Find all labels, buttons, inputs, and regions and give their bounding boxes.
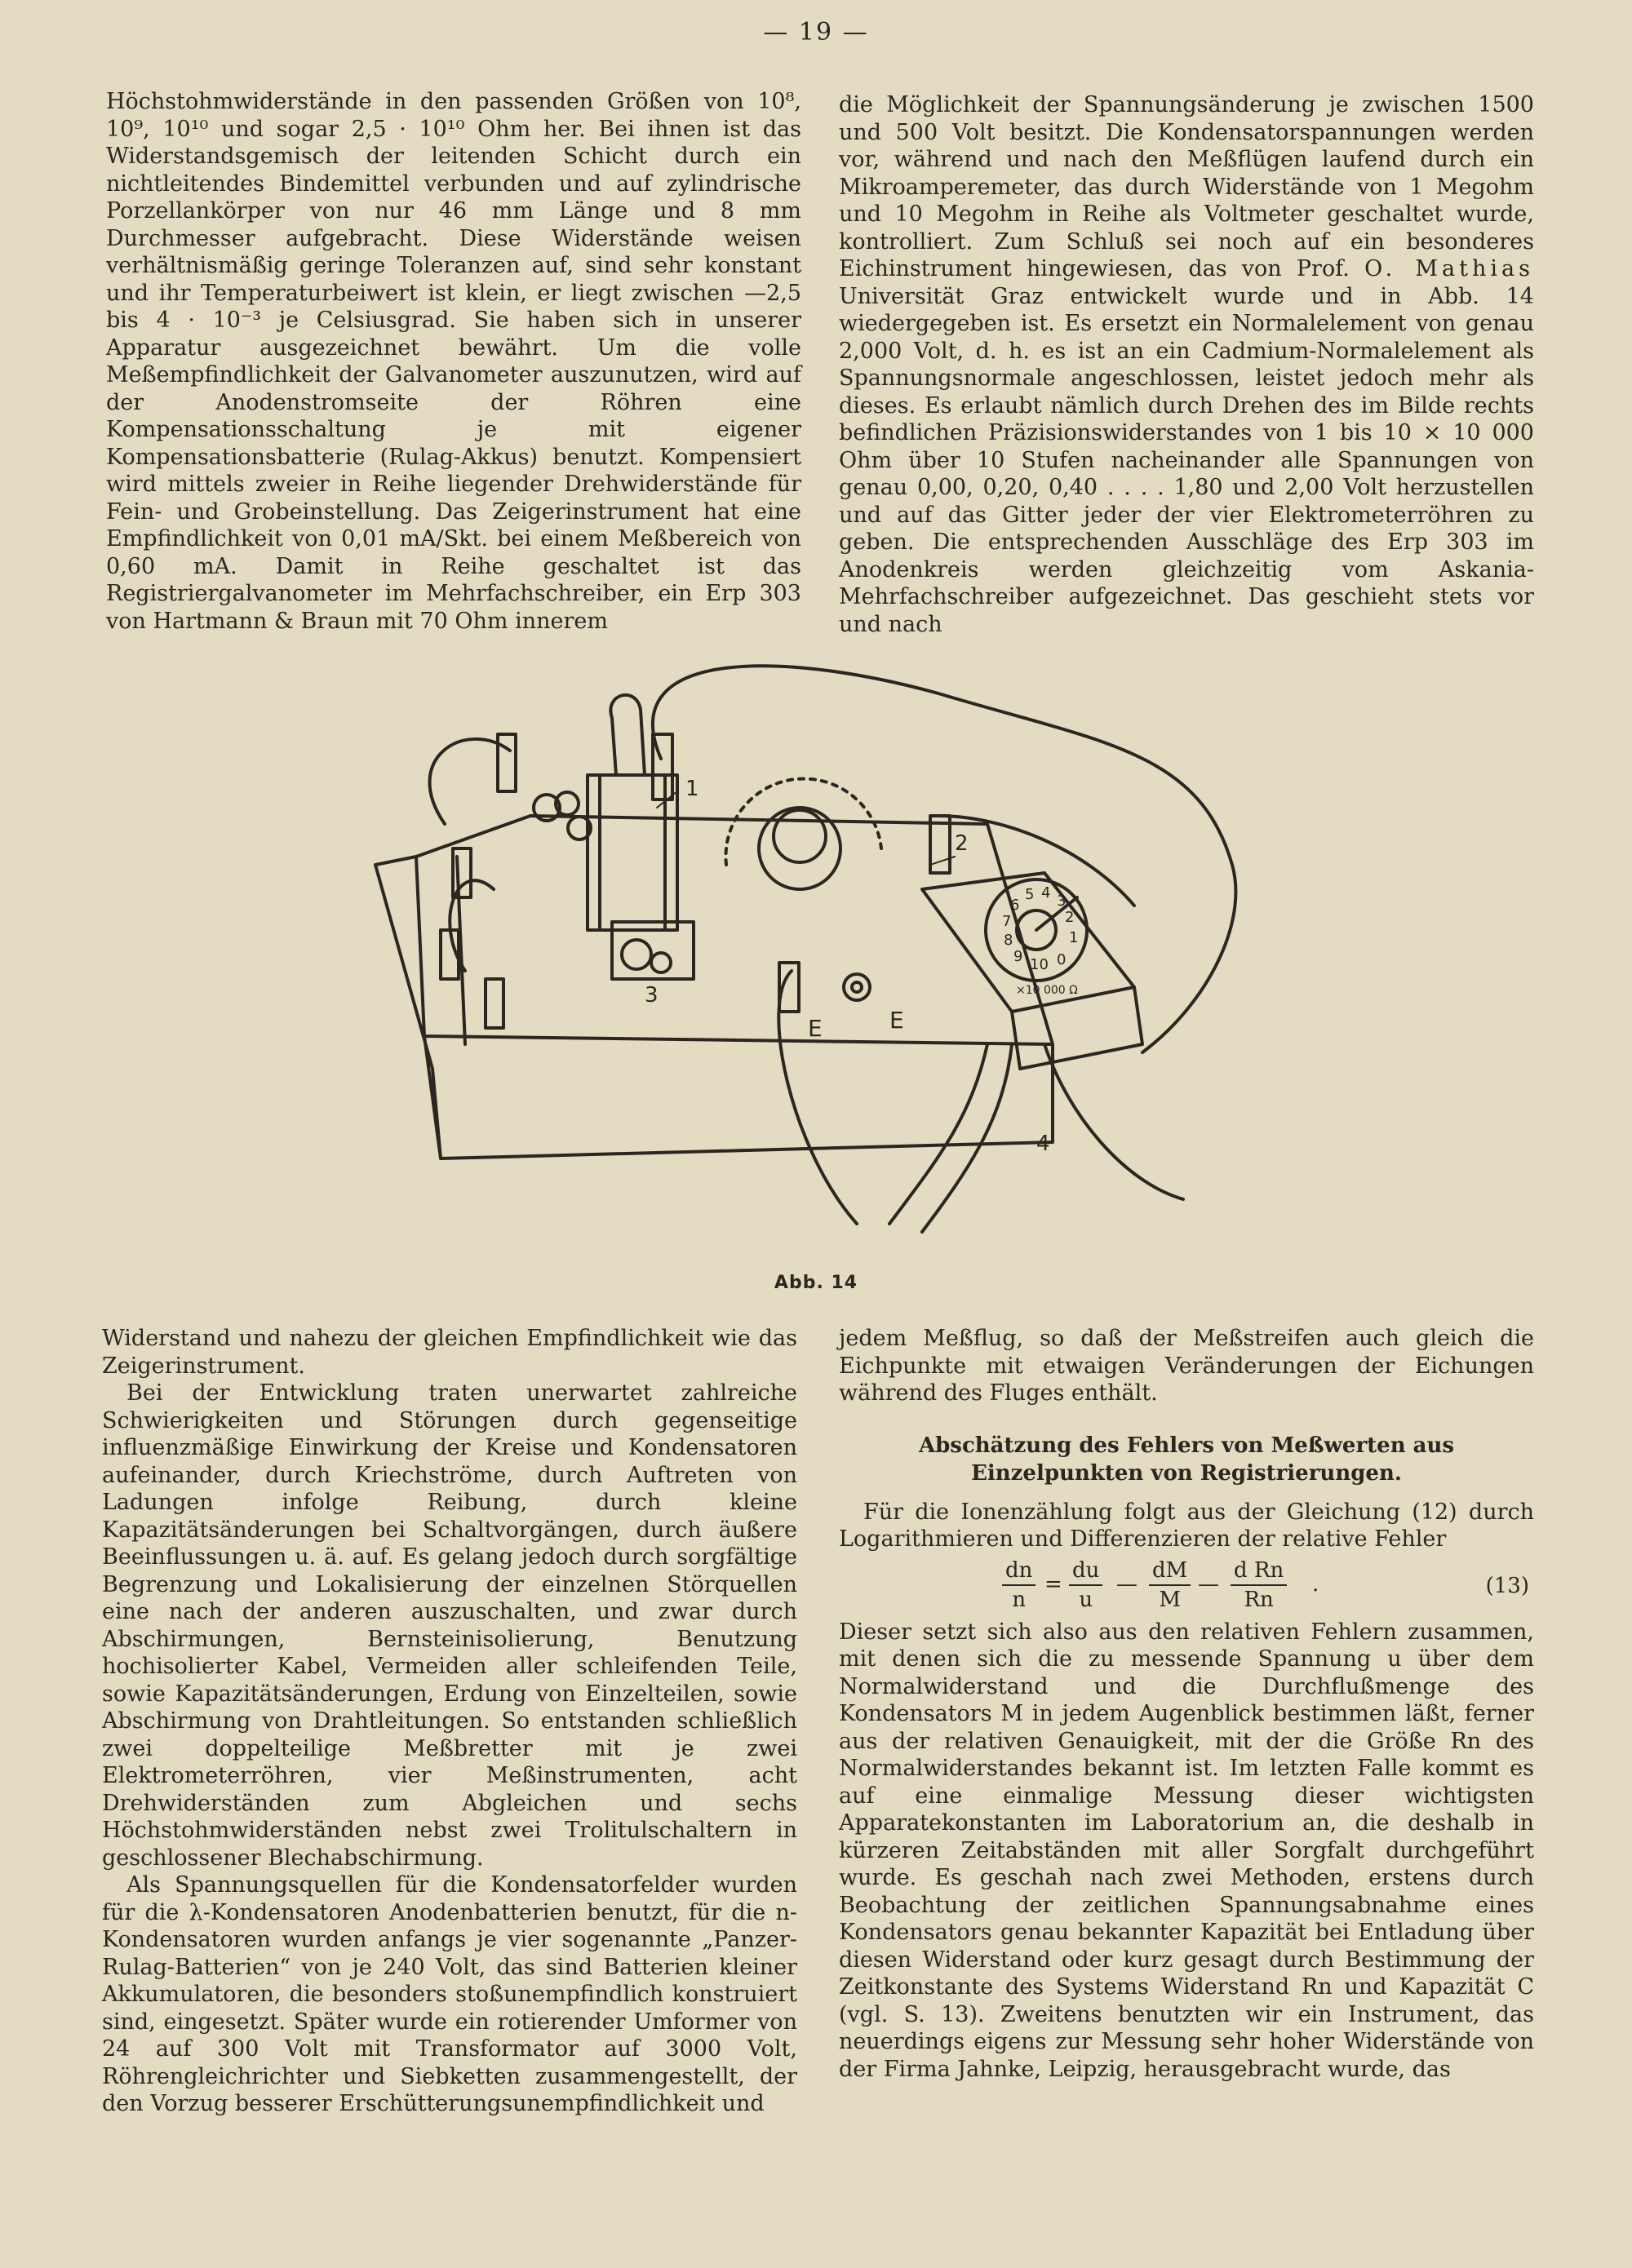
tube-glass (610, 695, 645, 775)
fraction: $\frac{du}{u}$ (1069, 1557, 1102, 1614)
figure-caption: Abb. 14 (774, 1273, 858, 1293)
label-1: 1 (685, 777, 699, 801)
paragraph: Dieser setzt sich also aus den relativen Fehlern zusammen, mit denen sich die zu messende Spannung u über dem Normalwiderstand und die Durchflußmenge des Kondensators M in jedem Augenblick bestimmen läßt, ferner aus der relativen Genauigkeit, mit der die Größe Rn des Normalwiderstandes bekannt ist. Im letzten Falle kommt es auf eine einmalige Messung dieser wichtigsten Apparatekonstanten im Laboratorium an, die deshalb in kürzeren Zeitabständen mit aller Sorgfalt durchgeführt wurde. Es geschah nach zwei Methoden, erstens durch Beobachtung der zeitlichen Spannungsabnahme eines Kondensators genau bekannter Kapazität bei Entladung über diesen Widerstand oder kurz gesagt durch Bestimmung der Zeitkonstante des Systems Widerstand Rn und Kapazität C (vgl. S. 13). Zweitens benutzten wir ein Instrument, das neuerdings eigens zur Messung sehr hoher Widerstände von der Firma Jahnke, Leipzig, herausgebracht wurde, das (839, 1619, 1534, 2082)
dial-multiplier: ×10 000 Ω (1016, 984, 1078, 997)
dial-digit: 4 (1041, 884, 1051, 901)
paragraph: jedem Meßflug, so daß der Meßstreifen auch gleich die Eichpunkte mit etwaigen Veränderungen der Eichungen während des Fluges enthält. (839, 1326, 1534, 1406)
author-name: O. Mathias (1364, 256, 1534, 281)
equation-number: (13) (1485, 1573, 1529, 1598)
connector (498, 734, 516, 791)
label-3: 3 (645, 983, 659, 1008)
paragraph (839, 91, 1534, 638)
connector (486, 979, 503, 1028)
dial-digit: 1 (1069, 929, 1079, 946)
operator: — (1198, 1571, 1219, 1597)
knob (651, 953, 671, 972)
fraction: $\frac{dn}{n}$ (1002, 1557, 1036, 1614)
text-fragment: Universität Graz entwickelt wurde und in Abb. 14 wiedergegeben ist. Es ersetzt ein Normalelement von genau 2,000 Volt, d. h. es ist an ein Cadmium-Normalelement als Spannungsnormale angeschlossen, leistet jedoch mehr als dieses. Es erlaubt nämlich durch Drehen des im Bilde rechts befindlichen Präzisionswiderstandes von 1 bis 10 × 10 000 Ohm über 10 Stufen nacheinander alle Spannungen von genau 0,00, 0,20, 0,40 . . . . 1,80 und 2,00 Volt herzustellen und auf das Gitter jeder der vier Elektrometerröhren zu geben. Die entsprechenden Ausschläge des Erp 303 im Anodenkreis werden gleichzeitig vom Askania-Mehrfachschreiber aufgezeichnet. Das geschieht stets vor und nach (839, 283, 1534, 637)
operator: = (1044, 1571, 1062, 1597)
paragraph: Für die Ionenzählung folgt aus der Gleichung (12) durch Logarithmieren und Differenzieren der relative Fehler (839, 1499, 1534, 1552)
paragraph: Höchstohmwiderstände in den passenden Größen von 10⁸, 10⁹, 10¹⁰ und sogar 2,5 · 10¹⁰ Ohm her. Bei ihnen ist das Widerstandsgemisch der leitenden Schicht durch ein nichtleitendes Bindemittel verbunden und auf zylindrische Porzellankörper von nur 46 mm Länge und 8 mm Durchmesser aufgebracht. Diese Widerstände weisen verhältnismäßig geringe Toleranzen auf, sind sehr konstant und ihr Temperaturbeiwert ist klein, er liegt zwischen —2,5 bis 4 · 10⁻³ je Celsiusgrad. Sie haben sich in unserer Apparatur ausgezeichnet bewährt. Um die volle Meßempfindlichkeit der Galvanometer auszunutzen, wird auf der Anodenstromseite der Röhren eine Kompensationsschaltung je mit eigener Kompensationsbatterie (Rulag-Akkus) benutzt. Kompensiert wird mittels zweier in Reihe liegender Drehwiderstände für Fein- und Grobeinstellung. Das Zeigerinstrument hat eine Empfindlichkeit von 0,01 mA/Skt. bei einem Meßbereich von 0,60 mA. Damit in Reihe geschaltet ist das Registriergalvanometer im Mehrfachschreiber, ein Erp 303 von Hartmann & Braun mit 70 Ohm innerem (106, 89, 801, 634)
paragraph: Bei der Entwicklung traten unerwartet zahlreiche Schwierigkeiten und Störungen durch gegenseitige influenzmäßige Einwirkung der Kreise und Kondensatoren aufeinander, durch Kriechströme, durch Auftreten von Ladungen infolge Reibung, durch kleine Kapazitätsänderungen bei Schaltvorgängen, durch äußere Beeinflussungen u. ä. auf. Es gelang jedoch durch sorgfältige Begrenzung und Lokalisierung der einzelnen Störquellen eine nach der anderen auszuschalten, und zwar durch Abschirmungen, Bernsteinisolierung, Benutzung hochisolierter Kabel, Vermeiden aller schleifenden Teile, sowie Kapazitätsänderungen, Erdung von Einzelteilen, sowie Abschirmung von Drahtleitungen. So entstanden schließlich zwei doppelteilige Meßbretter mit je zwei Elektrometerröhren, vier Meßinstrumenten, acht Drehwiderständen zum Abgleichen und sechs Höchstohmwiderständen nebst zwei Trolitulschaltern in geschlossener Blechabschirmung. (102, 1380, 797, 1871)
page-number: — 19 — (763, 18, 869, 47)
wire (889, 1044, 987, 1224)
label-4: 4 (1036, 1132, 1050, 1156)
text-fragment: die Möglichkeit der Spannungsänderung je zwischen 1500 und 500 Volt besitzt. Die Kondensatorspannungen werden vor, während und nach den Meßflügen laufend durch ein Mikroamperemeter, das durch Widerstände von 1 Megohm und 10 Megohm in Reihe als Voltmeter geschaltet wurde, kontrolliert. Zum Schluß sei noch auf ein besonderes Eichinstrument hingewiesen, das von Prof. (839, 92, 1534, 281)
top-left-column (106, 88, 801, 635)
apparatus-drawing (367, 661, 1273, 1256)
fraction: $\frac{\text{d Rn}}{Rn}$ (1231, 1557, 1287, 1614)
dial-digit: 5 (1025, 886, 1035, 903)
terminal-e (852, 982, 862, 992)
dial-digit: 7 (1002, 913, 1012, 930)
period: . (1312, 1571, 1319, 1597)
label-e: E (889, 1007, 904, 1034)
label-e: E (808, 1015, 823, 1042)
dial-digit: 6 (1010, 897, 1020, 914)
label-2: 2 (955, 831, 969, 856)
dial-digit: 9 (1013, 948, 1023, 965)
terminal-e (844, 974, 870, 1000)
wire (778, 971, 857, 1224)
top-right-column (839, 91, 1534, 638)
knob (622, 940, 651, 969)
dial-digit: 10 (1030, 956, 1049, 973)
wire (922, 1044, 1012, 1232)
dial-digit: 0 (1057, 951, 1067, 968)
bottom-left-column (102, 1325, 797, 2118)
wire (653, 666, 1235, 1052)
section-heading: Abschätzung des Fehlers von Meßwerten aus Einzelpunkten von Registrierungen. (918, 1433, 1455, 1486)
main-knob-cap (774, 810, 826, 862)
fraction: $\frac{dM}{M}$ (1149, 1557, 1191, 1614)
base-box (375, 857, 1053, 1158)
dial-digit: 2 (1065, 909, 1075, 926)
equation-13 (839, 1557, 1534, 1617)
operator: — (1116, 1571, 1138, 1597)
wire (1044, 1044, 1183, 1199)
dial-digit: 3 (1057, 893, 1067, 910)
paragraph: Widerstand und nahezu der gleichen Empfindlichkeit wie das Zeigerinstrument. (102, 1326, 797, 1379)
wire (938, 816, 1134, 906)
dial-digit: 8 (1004, 932, 1013, 949)
bottom-right-column (839, 1325, 1534, 2083)
figure-apparatus (367, 661, 1273, 1256)
paragraph: Als Spannungsquellen für die Kondensatorfelder wurden für die λ-Kondensatoren Anodenbatterien benutzt, für die n-Kondensatoren wurden anfangs je vier sogenannte „Panzer-Rulag-Batterien“ von je 240 Volt, das sind Batterien kleiner Akkumulatoren, die besonders stoßunempfindlich konstruiert sind, eingesetzt. Später wurde ein rotierender Umformer von 24 auf 300 Volt mit Transformator auf 3000 Volt, Röhrengleichrichter und Siebketten zusammengestellt, der den Vorzug besserer Erschütterungsunempfindlichkeit und (102, 1872, 797, 2116)
